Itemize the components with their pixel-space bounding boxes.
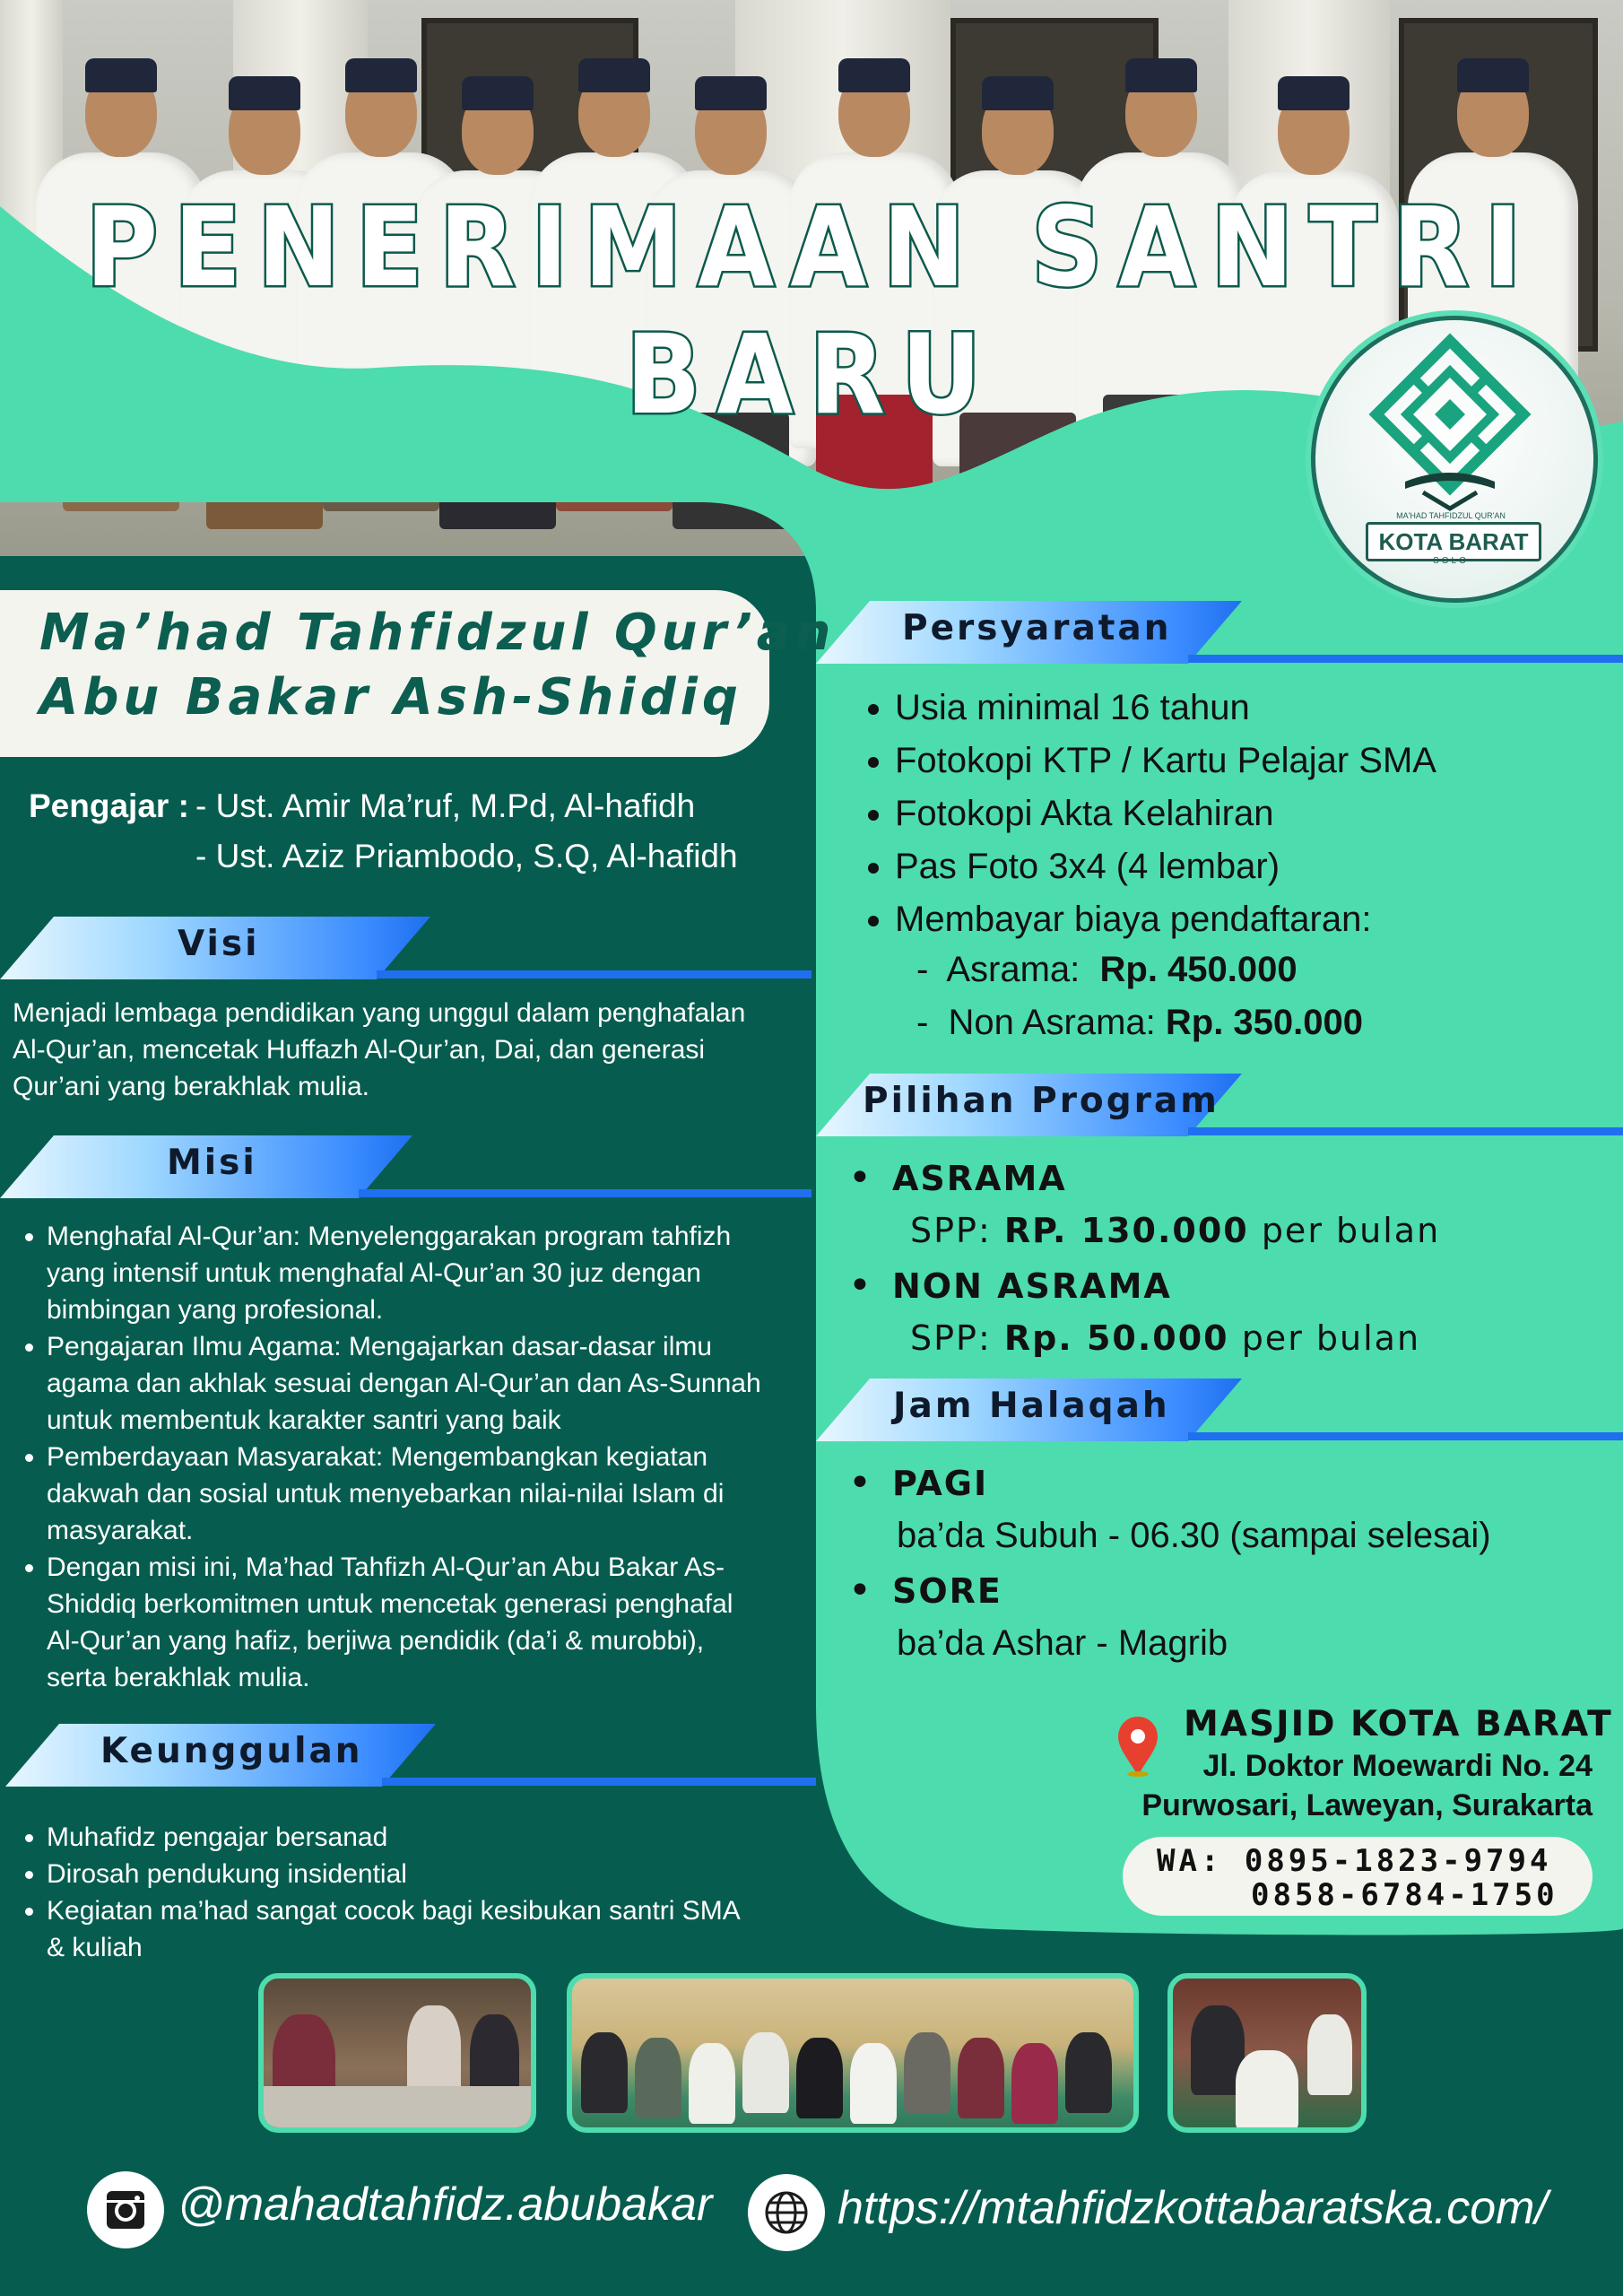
list-item: • Pemberdayaan Masyarakat: Mengembangkan kegiatan dakwah dan sosial untuk menyebarkan nilai-nilai Islam di masyarakat. — [47, 1439, 854, 1549]
halaqah-sore: SORE — [892, 1571, 1002, 1611]
list-item: • Dirosah pendukung insidential — [47, 1856, 854, 1892]
fee-non-asrama: - Non Asrama: Rp. 350.000 — [916, 1003, 1364, 1042]
masjid-name: MASJID KOTA BARAT — [1184, 1704, 1613, 1744]
logo-caption-top: MA'HAD TAHFIDZUL QUR'AN — [1396, 511, 1506, 520]
person-figure — [1011, 2043, 1058, 2124]
group-photo — [567, 1973, 1139, 2133]
persyaratan-section-header — [816, 601, 1623, 664]
person-figure — [581, 2032, 628, 2113]
list-item: • Usia minimal 16 tahun — [895, 682, 1623, 735]
person-figure — [635, 2038, 681, 2118]
person-figure — [1065, 2032, 1112, 2113]
persyaratan-heading: Persyaratan — [902, 608, 1172, 648]
globe-icon[interactable] — [748, 2174, 825, 2251]
person-figure — [796, 2038, 843, 2118]
person-figure — [689, 2043, 735, 2124]
person-figure — [850, 2043, 897, 2124]
address-line2: Purwosari, Laweyan, Surakarta — [1141, 1788, 1593, 1822]
institution-name-line2: Abu Bakar Ash-Shidiq — [39, 668, 742, 726]
keunggulan-section-header — [5, 1724, 816, 1787]
visi-section-header — [0, 917, 816, 979]
program-heading: Pilihan Program — [863, 1081, 1219, 1121]
misi-heading: Misi — [167, 1143, 257, 1183]
list-item: • Muhafidz pengajar bersanad — [47, 1819, 854, 1856]
visi-line: Menjadi lembaga pendidikan yang unggul dalam penghafalan — [13, 998, 746, 1028]
keunggulan-list — [0, 1819, 854, 1966]
misi-list — [0, 1218, 854, 1696]
person-figure — [742, 2032, 789, 2113]
program-section-header — [816, 1074, 1623, 1136]
misi-section-header — [0, 1135, 816, 1198]
list-item: • Dengan misi ini, Ma’had Tahfizh Al-Qur’an Abu Bakar As- Shiddiq berkomitmen untuk mencetak generasi penghafal Al-Qur’an yang hafiz, berjiwa pendidik (da’i & murobbi), serta berakhlak mulia. — [47, 1549, 854, 1696]
keunggulan-heading: Keunggulan — [100, 1731, 363, 1771]
study-photo — [1167, 1973, 1367, 2133]
halaqah-sore-time: ba’da Ashar - Magrib — [897, 1623, 1228, 1663]
list-item: • Menghafal Al-Qur’an: Menyelenggarakan program tahfizh yang intensif untuk menghafal Al-Qur’an 30 juz dengan bimbingan yang profesional. — [47, 1218, 854, 1328]
logo-caption: KOTA BARAT — [1366, 522, 1541, 561]
page-title: PENERIMAAN SANTRI BARU — [85, 184, 1538, 439]
program-non-asrama-spp: SPP: Rp. 50.000 per bulan — [910, 1318, 1421, 1358]
visi-text — [13, 995, 745, 1105]
program-asrama: ASRAMA — [892, 1159, 1067, 1198]
teacher-name: - Ust. Aziz Priambodo, S.Q, Al-hafidh — [195, 838, 738, 874]
teachers-label: Pengajar : — [29, 787, 189, 824]
persyaratan-list — [843, 682, 1623, 946]
institution-name-line1: Ma’had Tahfidzul Qur’an — [39, 604, 836, 662]
visi-line: Al-Qur’an, mencetak Huffazh Al-Qur’an, Dai, dan generasi — [13, 1035, 706, 1065]
instagram-handle[interactable]: @mahadtahfidz.abubakar — [178, 2179, 713, 2231]
person-figure — [904, 2032, 950, 2113]
visi-line: Qur’ani yang berakhlak mulia. — [13, 1072, 369, 1101]
visi-heading: Visi — [178, 924, 260, 964]
website-link[interactable]: https://mtahfidzkottabaratska.com/ — [838, 2182, 1548, 2234]
logo-caption-bottom: SOLO — [1433, 556, 1469, 566]
bullet: • — [848, 1155, 872, 1201]
person-figure — [958, 2038, 1004, 2118]
list-item: • Membayar biaya pendaftaran: — [895, 893, 1623, 946]
halaqah-pagi: PAGI — [892, 1464, 989, 1503]
program-asrama-spp: SPP: RP. 130.000 per bulan — [910, 1211, 1441, 1250]
bullet: • — [848, 1460, 872, 1506]
list-item: • Fotokopi KTP / Kartu Pelajar SMA — [895, 735, 1623, 787]
instagram-icon[interactable] — [87, 2171, 164, 2248]
list-item: • Pengajaran Ilmu Agama: Mengajarkan dasar-dasar ilmu agama dan akhlak sesuai dengan Al-Qur’an dan As-Sunnah untuk membentuk karakter santri yang baik — [47, 1328, 854, 1439]
bullet: • — [848, 1263, 872, 1309]
whatsapp-number[interactable]: WA: 0895-1823-9794 — [1157, 1843, 1552, 1879]
address-line1: Jl. Doktor Moewardi No. 24 — [1202, 1749, 1593, 1783]
halaqah-heading: Jam Halaqah — [893, 1386, 1170, 1426]
list-item: • Kegiatan ma’had sangat cocok bagi kesibukan santri SMA & kuliah — [47, 1892, 854, 1966]
whatsapp-number-2[interactable]: 0858-6784-1750 — [1251, 1877, 1558, 1913]
activity-photo — [258, 1973, 536, 2133]
fee-asrama: - Asrama: Rp. 450.000 — [916, 950, 1298, 989]
list-item: • Pas Foto 3x4 (4 lembar) — [895, 840, 1623, 893]
list-item: • Fotokopi Akta Kelahiran — [895, 787, 1623, 840]
program-non-asrama: NON ASRAMA — [892, 1266, 1172, 1306]
halaqah-pagi-time: ba’da Subuh - 06.30 (sampai selesai) — [897, 1516, 1491, 1555]
bullet: • — [848, 1568, 872, 1613]
halaqah-section-header — [816, 1378, 1623, 1441]
teacher-name: - Ust. Amir Ma’ruf, M.Pd, Al-hafidh — [195, 787, 696, 824]
